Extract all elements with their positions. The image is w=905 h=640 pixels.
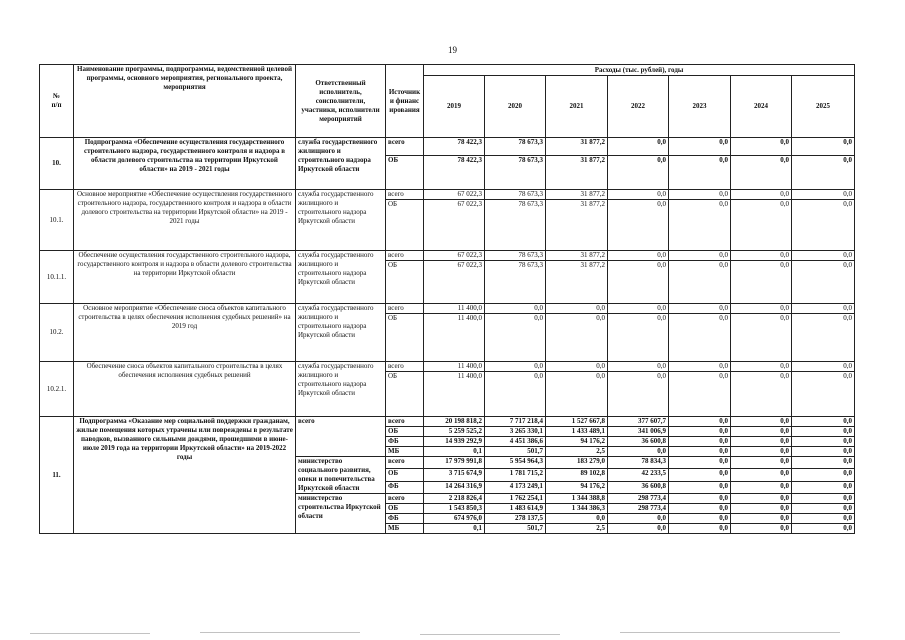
header-expenses: Расходы (тыс. рублей), годы <box>424 65 855 76</box>
expense-cell: 78 673,3 <box>485 138 546 156</box>
expense-cell: 0,0 <box>792 190 855 200</box>
table-row <box>40 417 855 427</box>
header-year: 2024 <box>731 76 792 138</box>
funding-source: всего <box>386 304 424 314</box>
expense-cell: 0,0 <box>731 447 792 457</box>
expense-cell: 0,0 <box>792 304 855 314</box>
expense-cell: 1 483 614,9 <box>485 504 546 514</box>
expense-cell: 0,1 <box>424 524 485 534</box>
expense-cell: 0,0 <box>608 372 669 417</box>
expense-cell: 1 344 386,3 <box>546 504 608 514</box>
expense-cell: 67 022,3 <box>424 200 485 251</box>
expense-cell: 278 137,5 <box>485 514 546 524</box>
expense-cell: 0,0 <box>731 200 792 251</box>
funding-source: всего <box>386 362 424 372</box>
row-number: 10.2.1. <box>40 362 74 417</box>
funding-source: всего <box>386 138 424 156</box>
expense-cell: 0,0 <box>731 469 792 481</box>
row-number: 10. <box>40 138 74 190</box>
expense-cell: 78 673,3 <box>485 156 546 190</box>
funding-source: всего <box>386 494 424 504</box>
expense-cell: 78 834,3 <box>608 457 669 469</box>
expense-cell: 14 939 292,9 <box>424 437 485 447</box>
expense-cell: 0,0 <box>608 524 669 534</box>
funding-source: ОБ <box>386 156 424 190</box>
expense-cell: 501,7 <box>485 447 546 457</box>
executor: служба государственного жилищного и строительного надзора Иркутской области <box>296 362 386 417</box>
expense-cell: 0,0 <box>731 504 792 514</box>
expense-cell: 4 173 249,1 <box>485 481 546 493</box>
funding-source: всего <box>386 190 424 200</box>
funding-source: МБ <box>386 447 424 457</box>
executor: служба государственного жилищного и строительного надзора Иркутской области <box>296 138 386 190</box>
expense-cell: 0,0 <box>731 138 792 156</box>
expense-cell: 0,0 <box>792 524 855 534</box>
header-executor: Ответственный исполнитель, соисполнители, участники, исполнители мероприятий <box>296 65 386 138</box>
expense-cell: 94 176,2 <box>546 437 608 447</box>
expense-cell: 0,0 <box>792 469 855 481</box>
expense-cell: 78 422,3 <box>424 156 485 190</box>
expense-cell: 0,0 <box>669 372 731 417</box>
funding-source: ОБ <box>386 504 424 514</box>
expense-cell: 2 218 826,4 <box>424 494 485 504</box>
expense-cell: 0,0 <box>669 447 731 457</box>
funding-source: ОБ <box>386 200 424 251</box>
expense-cell: 0,0 <box>669 251 731 261</box>
expense-cell: 31 877,2 <box>546 200 608 251</box>
expense-cell: 67 022,3 <box>424 251 485 261</box>
header-year: 2020 <box>485 76 546 138</box>
expense-cell: 31 877,2 <box>546 190 608 200</box>
funding-source: ОБ <box>386 261 424 304</box>
expense-cell: 0,0 <box>485 304 546 314</box>
expense-cell: 0,0 <box>546 362 608 372</box>
expense-cell: 1 543 850,3 <box>424 504 485 514</box>
funding-source: всего <box>386 457 424 469</box>
expense-cell: 0,0 <box>608 200 669 251</box>
expense-cell: 11 400,0 <box>424 372 485 417</box>
expense-cell: 0,0 <box>792 494 855 504</box>
funding-source: ОБ <box>386 469 424 481</box>
expense-cell: 0,0 <box>608 261 669 304</box>
expense-cell: 78 673,3 <box>485 200 546 251</box>
expense-cell: 1 433 489,1 <box>546 427 608 437</box>
expense-cell: 31 877,2 <box>546 156 608 190</box>
table-row <box>40 138 855 156</box>
program-name: Основное мероприятие «Обеспечение осуществления государственного строительного надзора, государственного контроля и надзора в области долевого строительства на территории Иркутской области» на 2019 - 2021 годы <box>74 190 296 251</box>
expense-cell: 0,0 <box>669 524 731 534</box>
funding-source: ОБ <box>386 427 424 437</box>
expense-cell: 0,0 <box>792 200 855 251</box>
expense-cell: 0,0 <box>792 437 855 447</box>
expense-cell: 0,0 <box>792 447 855 457</box>
program-name: Основное мероприятие «Обеспечение сноса объектов капитального строительства в целях обеспечения исполнения судебных решений» на 2019 год <box>74 304 296 362</box>
expense-cell: 0,0 <box>731 417 792 427</box>
header-year: 2025 <box>792 76 855 138</box>
funding-source: всего <box>386 417 424 427</box>
expense-cell: 0,0 <box>792 156 855 190</box>
expense-cell: 0,0 <box>546 314 608 362</box>
expense-cell: 5 259 525,2 <box>424 427 485 437</box>
expense-cell: 0,1 <box>424 447 485 457</box>
expense-cell: 0,0 <box>731 362 792 372</box>
expense-cell: 78 673,3 <box>485 190 546 200</box>
expense-cell: 0,0 <box>731 427 792 437</box>
expense-cell: 0,0 <box>731 437 792 447</box>
funding-source: ФБ <box>386 514 424 524</box>
expense-cell: 0,0 <box>792 457 855 469</box>
table-row <box>40 190 855 200</box>
expense-cell: 0,0 <box>792 251 855 261</box>
expense-cell: 78 673,3 <box>485 251 546 261</box>
expense-cell: 31 877,2 <box>546 138 608 156</box>
expense-cell: 0,0 <box>669 514 731 524</box>
expense-cell: 0,0 <box>792 314 855 362</box>
executor: служба государственного жилищного и строительного надзора Иркутской области <box>296 251 386 304</box>
expense-cell: 0,0 <box>731 314 792 362</box>
expense-cell: 0,0 <box>731 190 792 200</box>
expense-cell: 67 022,3 <box>424 190 485 200</box>
funding-source: МБ <box>386 524 424 534</box>
expense-cell: 1 527 667,8 <box>546 417 608 427</box>
expense-cell: 0,0 <box>608 314 669 362</box>
expense-cell: 0,0 <box>546 514 608 524</box>
expense-cell: 0,0 <box>669 156 731 190</box>
expense-cell: 2,5 <box>546 524 608 534</box>
executor: министерство строительства Иркутской области <box>296 494 386 534</box>
expense-cell: 3 715 674,9 <box>424 469 485 481</box>
expense-cell: 298 773,4 <box>608 494 669 504</box>
expense-cell: 89 102,8 <box>546 469 608 481</box>
expense-cell: 0,0 <box>731 304 792 314</box>
expense-cell: 17 979 991,8 <box>424 457 485 469</box>
row-number: 10.2. <box>40 304 74 362</box>
expense-cell: 0,0 <box>669 190 731 200</box>
expense-cell: 1 344 388,8 <box>546 494 608 504</box>
funding-source: ОБ <box>386 314 424 362</box>
expense-cell: 31 877,2 <box>546 251 608 261</box>
expense-cell: 183 279,0 <box>546 457 608 469</box>
expense-cell: 5 954 964,3 <box>485 457 546 469</box>
expense-cell: 3 265 330,1 <box>485 427 546 437</box>
expense-cell: 0,0 <box>608 138 669 156</box>
expense-cell: 1 781 715,2 <box>485 469 546 481</box>
funding-source: ФБ <box>386 481 424 493</box>
expense-cell: 0,0 <box>792 481 855 493</box>
expense-cell: 78 422,3 <box>424 138 485 156</box>
expense-cell: 0,0 <box>669 362 731 372</box>
funding-source: ФБ <box>386 437 424 447</box>
expense-cell: 36 600,8 <box>608 437 669 447</box>
expense-cell: 0,0 <box>669 437 731 447</box>
expense-cell: 0,0 <box>731 481 792 493</box>
expense-cell: 674 976,0 <box>424 514 485 524</box>
expense-cell: 0,0 <box>792 417 855 427</box>
header-year: 2023 <box>669 76 731 138</box>
funding-source: всего <box>386 251 424 261</box>
header-num: № п/п <box>40 65 74 138</box>
expense-cell: 0,0 <box>669 200 731 251</box>
expense-cell: 0,0 <box>792 362 855 372</box>
executor: министерство социального развития, опеки и попечительства Иркутской области <box>296 457 386 494</box>
executor: всего <box>296 417 386 457</box>
expense-cell: 0,0 <box>608 514 669 524</box>
program-name: Обеспечение осуществления государственного строительного надзора, государственного контроля и надзора в области долевого строительства на территории Иркутской области <box>74 251 296 304</box>
expense-cell: 0,0 <box>731 514 792 524</box>
expense-cell: 0,0 <box>792 427 855 437</box>
table-row <box>40 362 855 372</box>
program-name: Подпрограмма «Обеспечение осуществления государственного строительного надзора, государственного контроля и надзора в области долевого строительства на территории Иркутской области» на 2019 - 2021 годы <box>74 138 296 190</box>
header-year: 2022 <box>608 76 669 138</box>
expense-cell: 14 264 316,9 <box>424 481 485 493</box>
expense-cell: 501,7 <box>485 524 546 534</box>
scan-artifact <box>200 632 360 633</box>
expense-cell: 341 006,9 <box>608 427 669 437</box>
expense-cell: 0,0 <box>792 514 855 524</box>
expense-cell: 0,0 <box>608 251 669 261</box>
expense-cell: 67 022,3 <box>424 261 485 304</box>
budget-table <box>39 64 855 534</box>
expense-cell: 0,0 <box>669 417 731 427</box>
expense-cell: 0,0 <box>792 372 855 417</box>
executor: служба государственного жилищного и строительного надзора Иркутской области <box>296 190 386 251</box>
expense-cell: 0,0 <box>731 261 792 304</box>
expense-cell: 0,0 <box>485 314 546 362</box>
scan-artifact <box>420 634 560 635</box>
expense-cell: 0,0 <box>669 457 731 469</box>
row-number: 11. <box>40 417 74 534</box>
expense-cell: 0,0 <box>669 314 731 362</box>
header-year: 2021 <box>546 76 608 138</box>
scan-artifact <box>620 632 840 633</box>
expense-cell: 0,0 <box>731 251 792 261</box>
expense-cell: 0,0 <box>608 156 669 190</box>
expense-cell: 298 773,4 <box>608 504 669 514</box>
expense-cell: 4 451 386,6 <box>485 437 546 447</box>
expense-cell: 31 877,2 <box>546 261 608 304</box>
program-name: Подпрограмма «Оказание мер социальной поддержки гражданам, жилые помещения которых утрачены или повреждены в результате паводков, вызванного сильными дождями, прошедшими в июне-июле 2019 года на территории Иркутской области» на 2019-2022 годы <box>74 417 296 534</box>
page-number: 19 <box>448 45 457 55</box>
expense-cell: 0,0 <box>608 190 669 200</box>
expense-cell: 0,0 <box>669 494 731 504</box>
expense-cell: 0,0 <box>731 524 792 534</box>
expense-cell: 0,0 <box>731 156 792 190</box>
expense-cell: 2,5 <box>546 447 608 457</box>
expense-cell: 0,0 <box>669 481 731 493</box>
expense-cell: 0,0 <box>485 372 546 417</box>
expense-cell: 0,0 <box>608 447 669 457</box>
expense-cell: 0,0 <box>731 457 792 469</box>
expense-cell: 11 400,0 <box>424 314 485 362</box>
expense-cell: 0,0 <box>608 362 669 372</box>
expense-cell: 11 400,0 <box>424 304 485 314</box>
expense-cell: 78 673,3 <box>485 261 546 304</box>
expense-cell: 0,0 <box>792 261 855 304</box>
expense-cell: 0,0 <box>731 494 792 504</box>
expense-cell: 0,0 <box>731 372 792 417</box>
header-program: Наименование программы, подпрограммы, ведомственной целевой программы, основного мероприятия, регионального проекта, мероприятия <box>74 65 296 138</box>
executor: служба государственного жилищного и строительного надзора Иркутской области <box>296 304 386 362</box>
expense-cell: 0,0 <box>669 138 731 156</box>
header-source: Источники финансирования <box>386 65 424 138</box>
expense-cell: 42 233,5 <box>608 469 669 481</box>
expense-cell: 377 607,7 <box>608 417 669 427</box>
expense-cell: 0,0 <box>485 362 546 372</box>
expense-cell: 0,0 <box>669 469 731 481</box>
expense-cell: 94 176,2 <box>546 481 608 493</box>
expense-cell: 7 717 218,4 <box>485 417 546 427</box>
expense-cell: 0,0 <box>546 372 608 417</box>
expense-cell: 11 400,0 <box>424 362 485 372</box>
scan-artifact <box>30 633 150 634</box>
row-number: 10.1. <box>40 190 74 251</box>
expense-cell: 0,0 <box>669 427 731 437</box>
expense-cell: 1 762 254,1 <box>485 494 546 504</box>
table-row <box>40 304 855 314</box>
expense-cell: 0,0 <box>792 138 855 156</box>
expense-cell: 0,0 <box>608 304 669 314</box>
funding-source: ОБ <box>386 372 424 417</box>
table-row <box>40 251 855 261</box>
header-year: 2019 <box>424 76 485 138</box>
expense-cell: 0,0 <box>792 504 855 514</box>
expense-cell: 20 198 818,2 <box>424 417 485 427</box>
expense-cell: 0,0 <box>669 261 731 304</box>
program-name: Обеспечение сноса объектов капитального строительства в целях обеспечения исполнения судебных решений <box>74 362 296 417</box>
row-number: 10.1.1. <box>40 251 74 304</box>
expense-cell: 0,0 <box>669 504 731 514</box>
expense-cell: 0,0 <box>546 304 608 314</box>
expense-cell: 0,0 <box>669 304 731 314</box>
expense-cell: 36 600,8 <box>608 481 669 493</box>
